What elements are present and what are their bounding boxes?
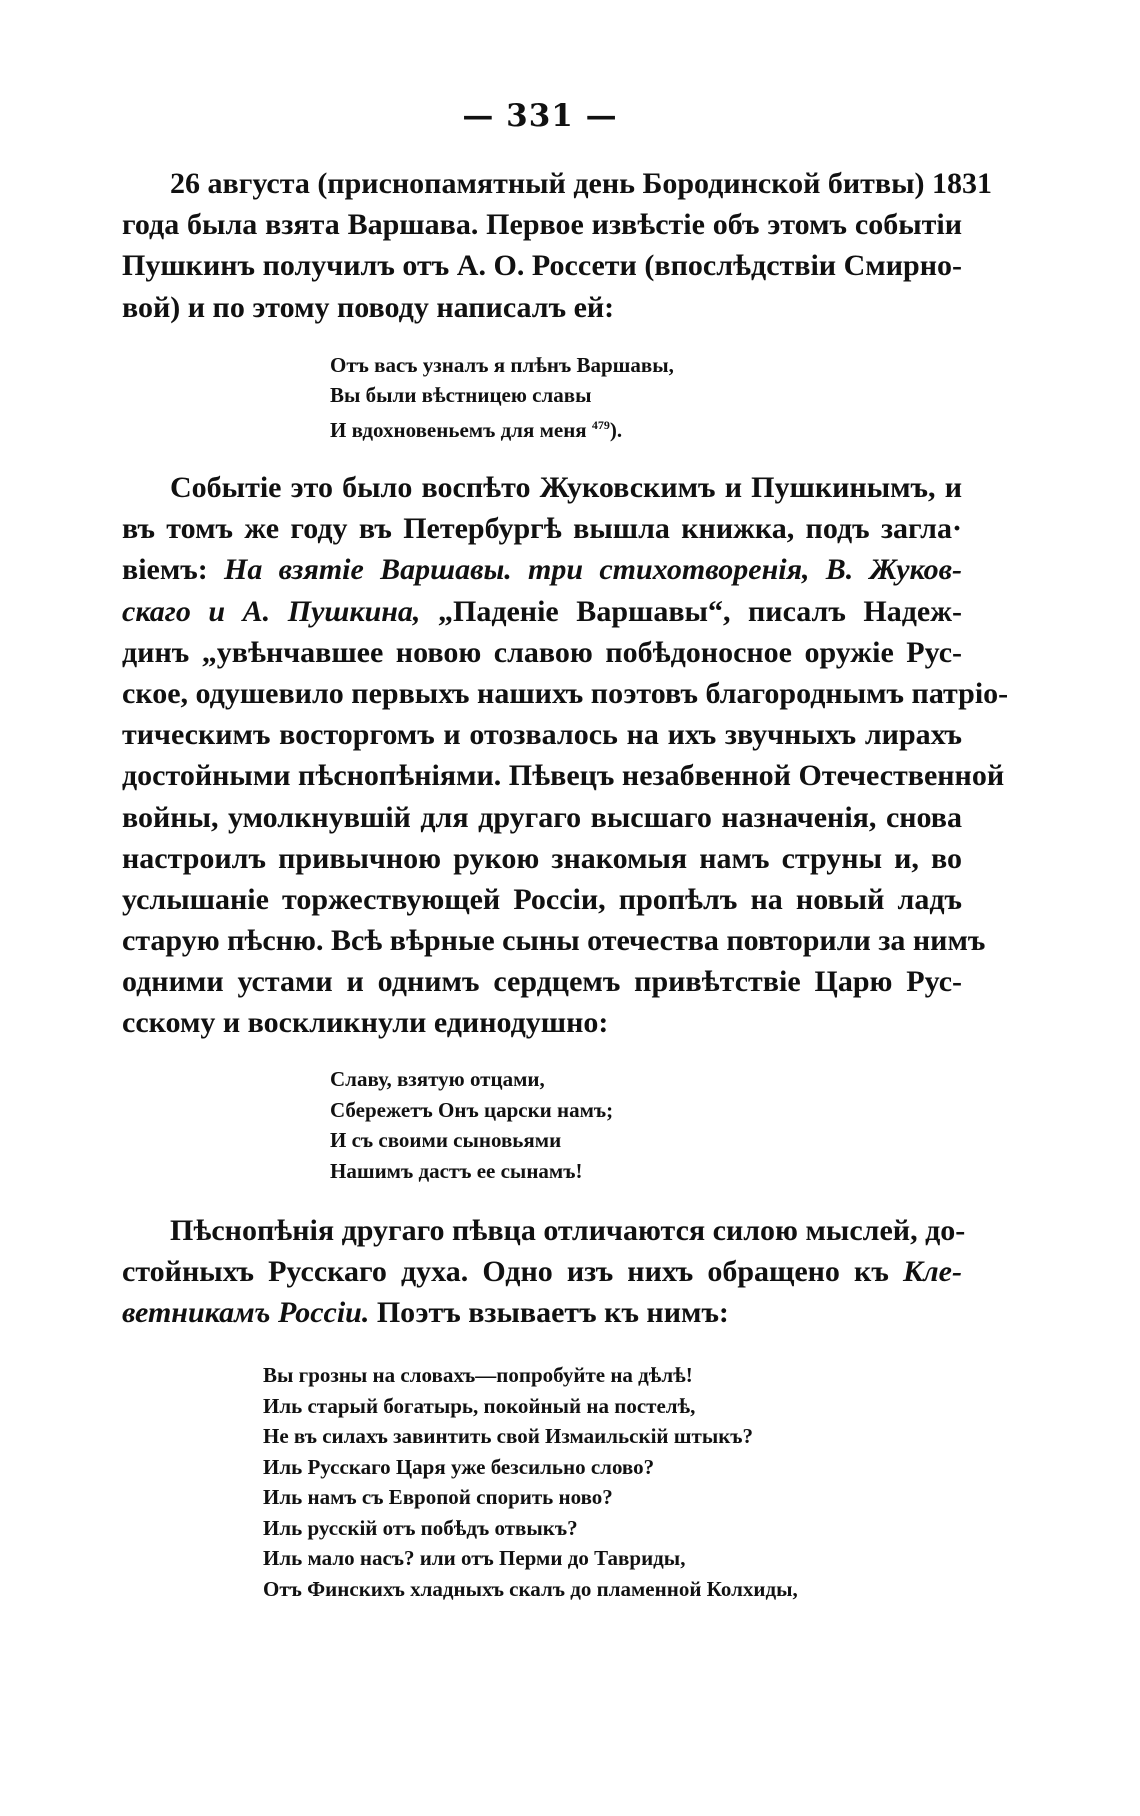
footnote-ref: 479: [591, 418, 610, 432]
verse-quote-pushkin: [330, 350, 674, 440]
verse-line: Вы были вѣстницею славы: [330, 383, 592, 407]
text-line: въ томъ же году въ Петербургѣ вышла книжка, подъ загла·: [122, 512, 962, 546]
text-line: Пѣснопѣнія другаго пѣвца отличаются силою мыслей, до-: [170, 1214, 966, 1247]
book-title-italic: скаго и А. Пушкина,: [122, 594, 421, 628]
text-line: [122, 549, 962, 590]
verse-quote-slanderers: [263, 1360, 798, 1604]
verse-line: Иль мало насъ? или отъ Перми до Тавриды,: [263, 1546, 686, 1570]
verse-line: И съ своими сыновьями: [330, 1128, 562, 1152]
text-line: [122, 591, 962, 632]
paragraph-songs: [122, 1210, 966, 1334]
text-line: старую пѣсню. Всѣ вѣрные сыны отечества повторили за нимъ: [122, 924, 986, 958]
verse-line: Славу, взятую отцами,: [330, 1067, 545, 1091]
text-line: достойными пѣснопѣніями. Пѣвецъ незабвенной Отечественной: [122, 759, 1005, 793]
verse-line: Отъ васъ узналъ я плѣнъ Варшавы,: [330, 353, 674, 377]
text-line: одними устами и однимъ сердцемъ привѣтствіе Царю Рус-: [122, 965, 962, 999]
verse-line: Иль русскій отъ побѣдъ отвыкъ?: [263, 1515, 578, 1540]
poem-title-italic: ветникамъ Россіи.: [122, 1296, 370, 1330]
text-line: сскому и воскликнули единодушно:: [122, 1006, 609, 1040]
verse-line: [330, 410, 674, 440]
text-line: Событіе это было воспѣто Жуковскимъ и Пушкинымъ, и: [170, 471, 962, 504]
text-line: услышаніе торжествующей Россіи, пропѣлъ на новый ладъ: [122, 882, 962, 916]
text-line: ское, одушевило первыхъ нашихъ поэтовъ благороднымъ патріо-: [122, 676, 1009, 710]
verse-line-text: И вдохновеньемъ для меня: [330, 418, 587, 442]
verse-line-end: ).: [609, 418, 623, 442]
text-line: [122, 1251, 962, 1292]
page-number: — 331 —: [462, 98, 618, 134]
verse-line: Отъ Финскихъ хладныхъ скалъ до пламенной Колхиды,: [263, 1576, 798, 1601]
text-line: года была взята Варшава. Первое извѣстіе объ этомъ событіи: [122, 208, 962, 242]
text-line: тическимъ восторгомъ и отозвалось на ихъ звучныхъ лирахъ: [122, 718, 962, 752]
verse-quote-zhukovsky: [330, 1064, 613, 1186]
paragraph-event: [122, 467, 1009, 1044]
text-segment: віемъ:: [122, 553, 225, 587]
poem-title-italic: Кле-: [902, 1255, 962, 1289]
text-line: [122, 1292, 962, 1333]
verse-line: Иль старый богатырь, покойный на постелѣ,: [263, 1393, 696, 1418]
verse-line: Иль Русскаго Царя уже безсильно слово?: [263, 1454, 655, 1479]
text-segment: стойныхъ Русскаго духа. Одно изъ нихъ обращено къ: [122, 1255, 903, 1289]
text-line: 26 августа (приснопамятный день Бородинской битвы) 1831: [170, 167, 993, 200]
text-segment: Поэтъ взываетъ къ нимъ:: [369, 1296, 729, 1330]
text-line: войны, умолкнувшій для другаго высшаго назначенія, снова: [122, 800, 962, 834]
verse-line: Вы грозны на словахъ—попробуйте на дѣлѣ!: [263, 1363, 693, 1387]
text-line: вой) и по этому поводу написалъ ей:: [122, 290, 615, 324]
text-segment: „Паденіе Варшавы“, писалъ Надеж-: [420, 594, 962, 628]
text-line: динъ „увѣнчавшее новою славою побѣдоносное оружіе Рус-: [122, 635, 962, 669]
verse-line: Сбережетъ Онъ царски намъ;: [330, 1097, 614, 1122]
verse-line: Не въ силахъ завинтить свой Измаильскій штыкъ?: [263, 1424, 754, 1448]
verse-line: Нашимъ дастъ ее сынамъ!: [330, 1158, 583, 1183]
paragraph-borodino: [122, 163, 993, 328]
text-line: настроилъ привычною рукою знакомыя намъ струны и, во: [122, 841, 962, 875]
text-line: Пушкинъ получилъ отъ А. О. Россети (впослѣдствіи Смирно-: [122, 249, 962, 283]
book-title-italic: На взятіе Варшавы. три стихотворенія, В. Жуков-: [224, 553, 962, 587]
verse-line: Иль намъ съ Европой спорить ново?: [263, 1485, 613, 1509]
